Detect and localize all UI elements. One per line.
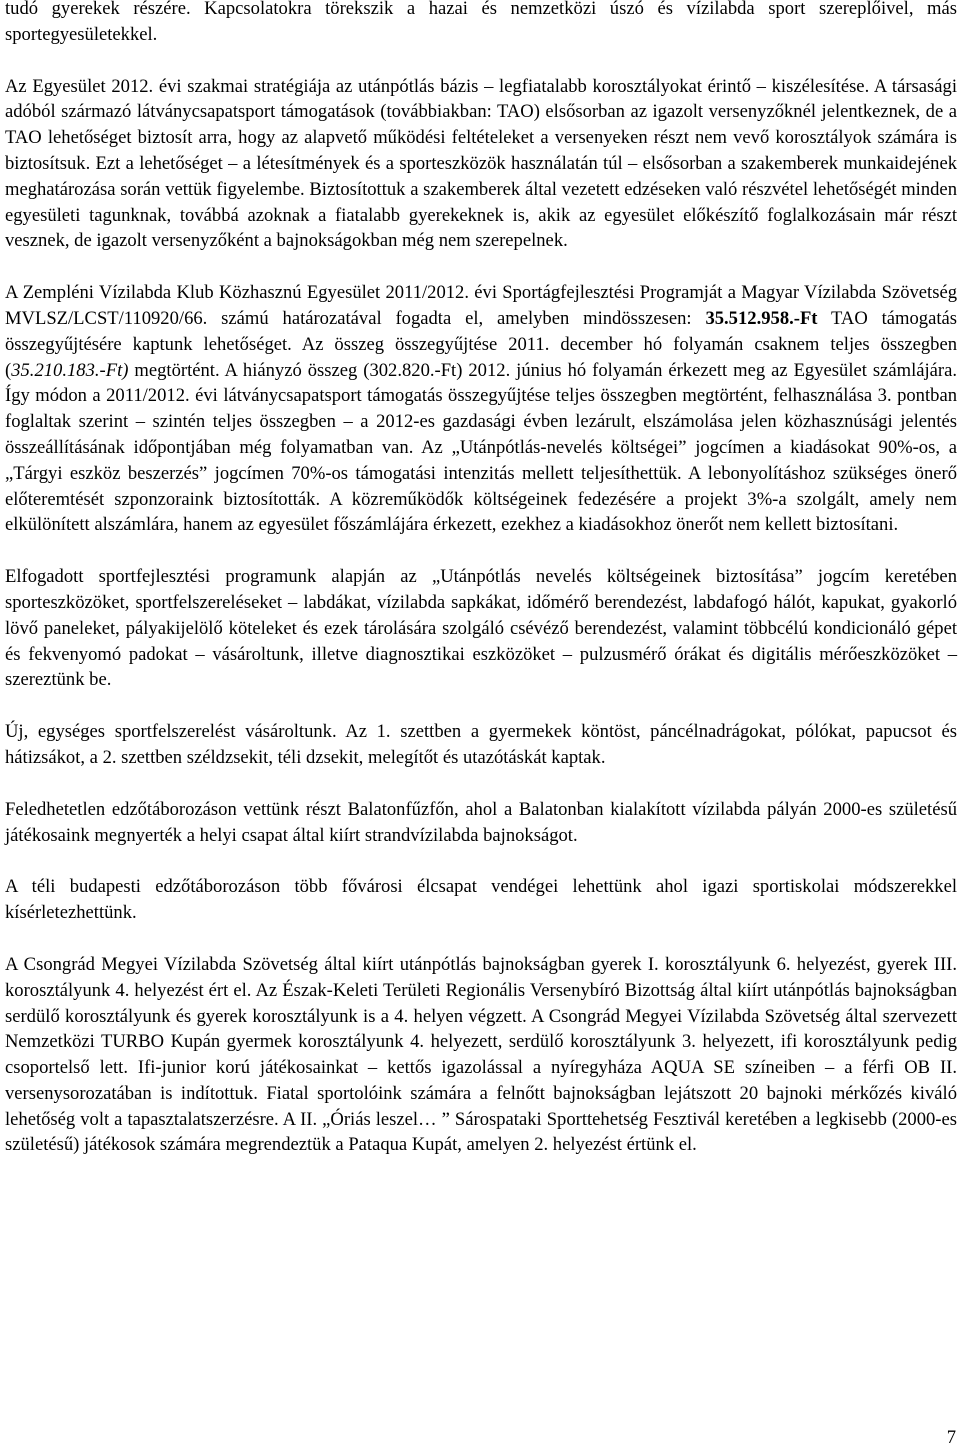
paragraph-text: Elfogadott sportfejlesztési programunk alapján az „Utánpótlás nevelés költségeinek biztosítása” jogcím keretében sporteszközöket, sportfelszereléseket – labdákat, vízilabda sapkákat, időmérő berendezést, labdafogó hálót, kapukat, gyakorló lövő paneleket, pályakijelölő köteleket és ezek tárolására szolgáló csévéző berendezést, valamint többcélú kondicionáló gépet és fekvenyomó padokat – vásároltunk, illetve diagnosztikai eszközöket – pulzusmérő órákat és digitális mérőeszközöket – szereztünk be. xyxy=(5,566,957,691)
paragraph-text: tudó gyerekek részére. Kapcsolatokra törekszik a hazai és nemzetközi úszó és vízilabda sport szereplőivel, más sportegyesületekkel. xyxy=(5,0,957,45)
paragraph-summer-camp xyxy=(5,797,957,849)
paragraph-intro-continuation xyxy=(5,0,957,48)
paragraph-text: Az Egyesület 2012. évi szakmai stratégiája az utánpótlás bázis – legfiatalabb korosztályokat érintő – kiszélesítése. A társasági adóból származó látványcsapatsport támogatások (továbbiakban: TAO) elsősorban az igazolt versenyzőknél jelentkeznek, de a TAO lehetőséget biztosít arra, hogy az alapvető működési feltételeket a versenyeken részt nem vevő korosztályok számára is biztosítsuk. Ezt a lehetőséget – a létesítmények és a sporteszközök használatán túl – elsősorban a szakemberek munkaidejének meghatározása során vettük figyelembe. Biztosítottuk a szakemberek által vezetett edzéseken való részvétel lehetőségét minden egyesületi tagunknak, továbbá azoknak a fiatalabb gyerekeknek is, akik az egyesület előkészítő foglalkozásain már részt vesznek, de igazolt versenyzőként a bajnokságokban még nem szerepelnek. xyxy=(5,75,957,252)
document-page xyxy=(5,0,957,1184)
paragraph-text: Feledhetetlen edzőtáborozáson vettünk részt Balatonfűzfőn, ahol a Balatonban kialakított vízilabda pályán 2000-es születésű játékosaink megnyerték a helyi csapat által kiírt strandvízilabda bajnokságot. xyxy=(5,798,957,846)
paragraph-text: TAO támogatás összegyűjtésére kaptunk lehetőséget. Az összeg összegyűjtése 2011. december hó folyamán csaknem teljes összegben ( xyxy=(5,307,957,381)
tao-total-amount: 35.512.958.-Ft xyxy=(705,307,818,329)
paragraph-text: A Zempléni Vízilabda Klub Közhasznú Egyesület 2011/2012. évi Sportágfejlesztési Programját a Magyar Vízilabda Szövetség MVLSZ/LCST/110920/66. számú határozatával fogadta el, amelyben mindösszesen: xyxy=(5,282,957,329)
paragraph-text: A Csongrád Megyei Vízilabda Szövetség által kiírt utánpótlás bajnokságban gyerek I. korosztályunk 6. helyezést, gyerek III. korosztályunk 4. helyezést ért el. Az Észak-Keleti Területi Regionális Versenybíró Bizottság által kiírt utánpótlás bajnokságban serdülő korosztályunk és gyerek korosztályunk is a 4. helyen végzett. A Csongrád Megyei Vízilabda Szövetség által szervezett Nemzetközi TURBO Kupán gyermek korosztályunk 4. helyezett, serdülő korosztályunk 3. helyezett, ifi korosztályunk pedig csoportelső lett. Ifi-junior korú játékosainkat – kettős igazolással a nyíregyháza AQUA SE színeiben – a férfi OB II. versenysorozatában is indítottuk. Fiatal sportolóink számára a felnőtt bajnokságban lejátszott 20 bajnoki mérkőzés kiváló lehetőség volt a tapasztalatszerzésre. A II. „Óriás leszel… ” Sárospataki Sporttehetség Fesztivál keretében a legkisebb (2000-es születésű) játékosok számára megrendeztük a Pataqua Kupát, amelyen 2. helyezést értünk el. xyxy=(5,953,957,1156)
paragraph-text: Új, egységes sportfelszerelést vásároltunk. Az 1. szettben a gyermekek köntöst, páncélnadrágokat, pólókat, papucsot és hátizsákot, a 2. szettben széldzsekit, téli dzsekit, melegítőt és utazótáskát kaptak. xyxy=(5,721,957,768)
paragraph-uniform xyxy=(5,719,957,771)
collected-amount: 35.210.183.-Ft) xyxy=(11,359,129,381)
paragraph-results xyxy=(5,952,957,1158)
paragraph-winter-camp xyxy=(5,874,957,926)
paragraph-tao-funding xyxy=(5,280,957,538)
paragraph-strategy xyxy=(5,74,957,255)
paragraph-text: A téli budapesti edzőtáborozáson több fővárosi élcsapat vendégei lehettünk ahol igazi sportiskolai módszerekkel kísérletezhettünk. xyxy=(5,876,957,924)
paragraph-equipment xyxy=(5,564,957,693)
page-number: 7 xyxy=(946,1427,956,1448)
paragraph-text: megtörtént. A hiányzó összeg (302.820.-Ft) 2012. június hó folyamán érkezett meg az Egyesület számlájára. Így módon a 2011/2012. évi látványcsapatsport támogatás összegyűjtése teljes összegben megtörtént, felhasználása 3. pontban foglaltak szerint – szintén teljes összegben – a 2012-es gazdasági évben lezárult, elszámolása jelen közhasznúsági jelentés összeállításának időpontjában még folyamatban van. Az „Utánpótlás-nevelés költségei” jogcímen a kiadásokat 90%-os, a „Tárgyi eszköz beszerzés” jogcímen 70%-os támogatási intenzitás mellett teljesíthettük. A lebonyolításhoz szükséges önerő előteremtését szponzoraink biztosították. A közreműködők költségeinek fedezésére a projekt 3%-a szolgált, amely nem elkülönített alszámlára, hanem az egyesület főszámlájára érkezett, ezekhez a kiadásokhoz önerőt nem kellett biztosítani. xyxy=(5,359,957,536)
